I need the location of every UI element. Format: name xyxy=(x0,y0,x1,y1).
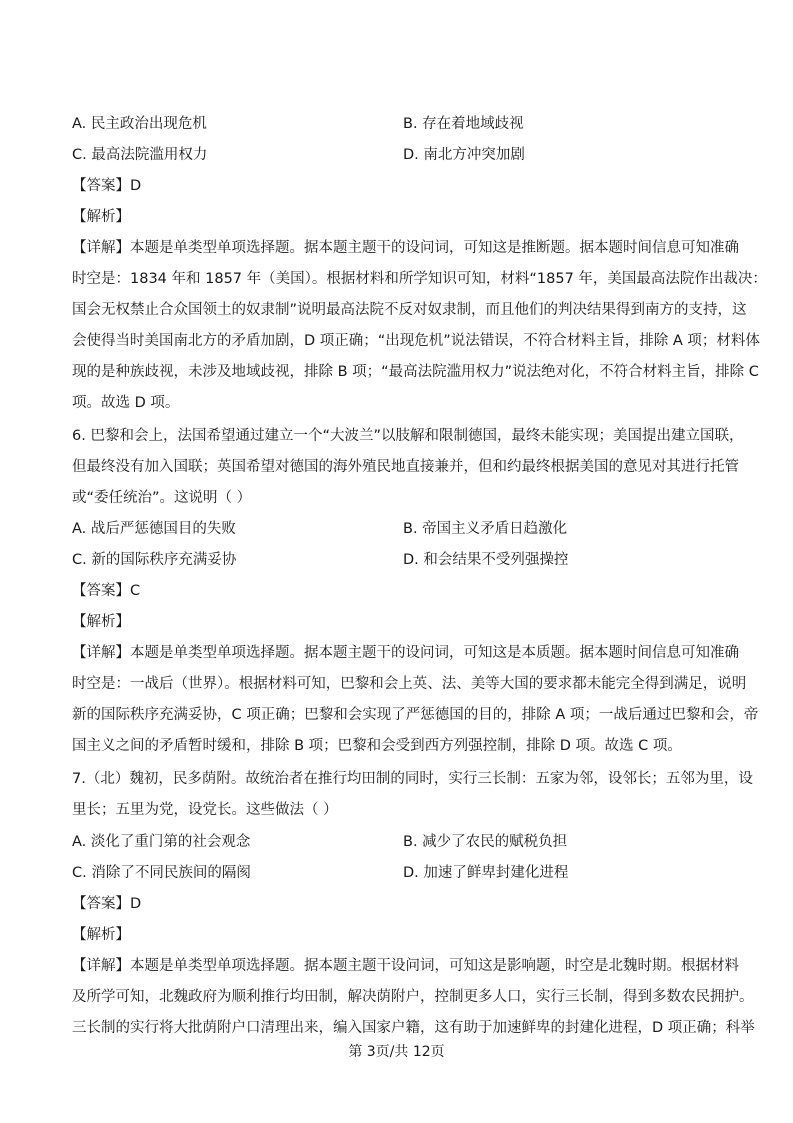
q7-detail-line: 【详解】本题是单类型单项选择题。据本题主题干设问词，可知这是影响题，时空是北魏时期。根据材料 xyxy=(72,958,739,974)
q5-detail-line: 会使得当时美国南北方的矛盾加剧，D 项正确；“出现危机”说法错误，不符合材料主旨，排除 A 项；材料体 xyxy=(72,333,760,349)
q7-option-b: B. 减少了农民的赋税负担 xyxy=(403,834,568,850)
q6-option-c: C. 新的国际秩序充满妥协 xyxy=(72,552,237,568)
q7-stem-line: 7.（北）魏初，民多荫附。故统治者在推行均田制的同时，实行三长制：五家为邻，设邻长；五邻为里，设 xyxy=(72,771,753,787)
q5-detail-line: 【详解】本题是单类型单项选择题。据本题主题干的设问词，可知这是推断题。据本题时间信息可知准确 xyxy=(72,240,739,256)
page-footer: 第 3页/共 12页 xyxy=(348,1044,445,1060)
q7-option-a: A. 淡化了重门第的社会观念 xyxy=(72,834,251,850)
q7-analysis-label: 【解析】 xyxy=(72,927,130,943)
q5-answer: 【答案】D xyxy=(72,178,142,194)
q6-stem-line: 6. 巴黎和会上，法国希望通过建立一个“大波兰”以肢解和限制德国，最终未能实现；美国提出建立国联， xyxy=(72,428,744,444)
q6-detail-line: 国主义之间的矛盾暂时缓和，排除 B 项；巴黎和会受到西方列强控制，排除 D 项。故选 C 项。 xyxy=(72,738,682,754)
q7-detail-line: 三长制的实行将大批荫附户口清理出来，编入国家户籍，这有助于加速鲜卑的封建化进程，D 项正确；科举 xyxy=(72,1020,755,1036)
q6-detail-line: 新的国际秩序充满妥协，C 项正确；巴黎和会实现了严惩德国的目的，排除 A 项；一战后通过巴黎和会，帝 xyxy=(72,707,759,723)
q6-detail-line: 时空是：一战后（世界）。根据材料可知，巴黎和会上英、法、美等大国的要求都未能完全得到满足，说明 xyxy=(72,676,747,692)
q6-detail-line: 【详解】本题是单类型单项选择题。据本题主题干的设问词，可知这是本质题。据本题时间信息可知准确 xyxy=(72,645,739,661)
q6-answer: 【答案】C xyxy=(72,583,141,599)
q7-option-c: C. 消除了不同民族间的隔阂 xyxy=(72,865,251,881)
q7-detail-line: 及所学可知，北魏政府为顺利推行均田制，解决荫附户，控制更多人口，实行三长制，得到多数农民拥护。 xyxy=(72,989,754,1005)
q6-option-d: D. 和会结果不受列强操控 xyxy=(403,552,569,568)
q6-stem-line: 但最终没有加入国联；英国希望对德国的海外殖民地直接兼并，但和约最终根据美国的意见对其进行托管 xyxy=(72,459,739,475)
q5-detail-line: 项。故选 D 项。 xyxy=(72,395,180,411)
q5-detail-line: 现的是种族歧视，未涉及地域歧视，排除 B 项；“最高法院滥用权力”说法绝对化，不符合材料主旨，排除 C xyxy=(72,364,759,380)
q7-option-d: D. 加速了鲜卑封建化进程 xyxy=(403,865,569,881)
q5-detail-line: 时空是：1834 年和 1857 年（美国）。根据材料和所学知识可知，材料“1857 年，美国最高法院作出裁决： xyxy=(72,271,767,287)
q5-analysis-label: 【解析】 xyxy=(72,209,130,225)
q5-detail-line: 国会无权禁止合众国领土的奴隶制”说明最高法院不反对奴隶制，而且他们的判决结果得到南方的支持，这 xyxy=(72,302,747,318)
q6-option-b: B. 帝国主义矛盾日趋激化 xyxy=(403,521,568,537)
q5-option-d: D. 南北方冲突加剧 xyxy=(403,147,525,163)
q6-analysis-label: 【解析】 xyxy=(72,614,130,630)
q6-stem-line: 或“委任统治”。这说明（ ） xyxy=(72,490,252,506)
q7-stem-line: 里长；五里为党，设党长。这些做法（ ） xyxy=(72,802,338,818)
q5-option-a: A. 民主政治出现危机 xyxy=(72,116,207,132)
q5-option-c: C. 最高法院滥用权力 xyxy=(72,147,208,163)
q6-option-a: A. 战后严惩德国目的失败 xyxy=(72,521,236,537)
q7-answer: 【答案】D xyxy=(72,896,142,912)
q5-option-b: B. 存在着地域歧视 xyxy=(403,116,524,132)
